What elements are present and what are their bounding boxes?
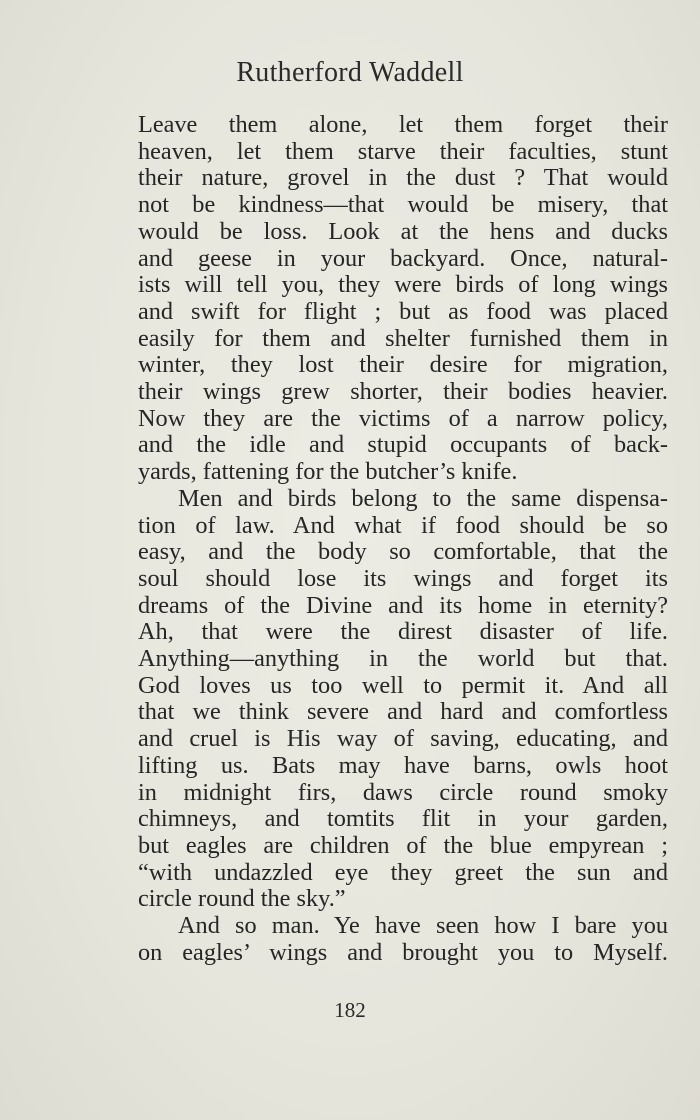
text-line: that we think severe and hard and comfortless (138, 698, 668, 726)
page-number: 182 (334, 998, 366, 1022)
text-line: dreams of the Divine and its home in eternity? (138, 591, 668, 619)
text-line: “with undazzled eye they greet the sun and (138, 858, 668, 886)
text-line: Now they are the victims of a narrow policy, (138, 404, 668, 432)
text-line: God loves us too well to permit it. And all (138, 671, 668, 699)
text-line: lifting us. Bats may have barns, owls hoot (138, 751, 668, 779)
text-line: ists will tell you, they were birds of long wings (138, 271, 668, 299)
text-line: and cruel is His way of saving, educating, and (138, 725, 668, 753)
text-line: soul should lose its wings and forget its (138, 564, 668, 592)
text-line: would be loss. Look at the hens and ducks (138, 217, 668, 245)
paragraph-3 (138, 913, 668, 966)
text-line: Ah, that were the direst disaster of life. (138, 618, 668, 646)
body-text (138, 112, 668, 967)
text-line: not be kindness—that would be misery, that (138, 191, 668, 219)
running-head: Rutherford Waddell (236, 57, 464, 88)
text-line: easy, and the body so comfortable, that the (138, 538, 668, 566)
text-line: Anything—anything in the world but that. (138, 645, 668, 673)
text-line: and geese in your backyard. Once, natural- (138, 244, 668, 272)
paragraph-1 (138, 112, 668, 486)
text-line: tion of law. And what if food should be so (138, 511, 668, 539)
text-line: but eagles are children of the blue empyrean ; (138, 831, 668, 859)
text-line: Leave them alone, let them forget their (138, 111, 668, 138)
text-line: heaven, let them starve their faculties, stunt (138, 137, 668, 165)
text-line: Men and birds belong to the same dispensa- (178, 484, 668, 512)
paragraph-2 (138, 486, 668, 913)
text-line: circle round the sky.” (138, 885, 346, 913)
text-line: their nature, grovel in the dust ? That would (138, 164, 668, 192)
text-line: winter, they lost their desire for migration, (138, 351, 668, 379)
text-line: easily for them and shelter furnished them in (138, 324, 668, 352)
text-line: And so man. Ye have seen how I bare you (178, 912, 668, 940)
text-line: on eagles’ wings and brought you to Myself. (138, 938, 668, 966)
text-line: yards, fattening for the butcher’s knife. (138, 458, 518, 486)
text-line: chimneys, and tomtits flit in your garden, (138, 805, 668, 833)
text-line: and swift for flight ; but as food was placed (138, 297, 668, 325)
text-line: their wings grew shorter, their bodies heavier. (138, 378, 668, 406)
text-line: in midnight firs, daws circle round smoky (138, 778, 668, 806)
text-line: and the idle and stupid occupants of back- (138, 431, 668, 459)
